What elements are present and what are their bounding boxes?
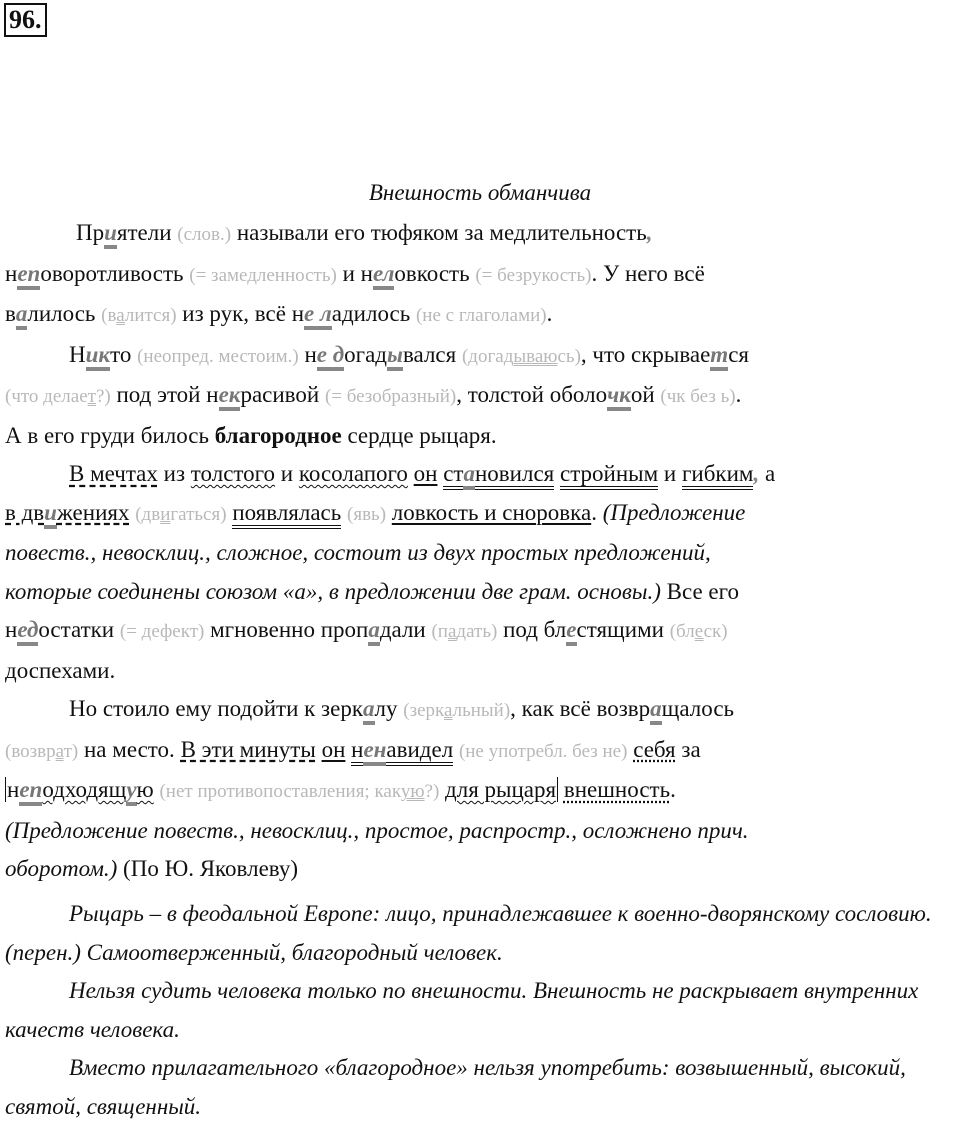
attribute: косолапого — [298, 461, 408, 486]
paragraph-4 — [5, 690, 955, 889]
hint-stressed-letter: т — [87, 386, 96, 407]
text-run: расивой — [240, 382, 325, 407]
text-run: (бл — [669, 621, 695, 642]
paragraph-3 — [5, 455, 955, 690]
highlighted-letters: и — [104, 220, 117, 249]
highlighted-letters: ы — [387, 342, 403, 371]
highlighted-letters: ел — [373, 261, 394, 290]
text-run: из рук, всё н — [176, 301, 304, 326]
text-run: дали — [379, 617, 432, 642]
text-run: (дв — [135, 503, 161, 525]
text-run: щалось — [661, 696, 735, 721]
highlighted-letters: е — [566, 617, 576, 646]
text-run: , что скрывае — [580, 341, 711, 367]
paragraph-1 — [5, 214, 955, 336]
predicate: н — [351, 737, 363, 766]
text-run: (нет противопоставления; как — [159, 781, 401, 802]
hint-stressed-letter: а — [447, 621, 457, 642]
spelling-hint: (явь) — [347, 503, 387, 525]
text-run: (возвр — [5, 740, 56, 762]
notes-block — [5, 895, 955, 1126]
spelling-hint: (= замедленность) — [189, 264, 337, 286]
sentence-analysis: (Предложение — [602, 499, 746, 525]
highlighted-letters: у — [126, 777, 136, 806]
highlighted-letters: т — [710, 342, 728, 371]
sentence-analysis: повеств., невосклиц., сложное, состоит из двух простых предложений, — [5, 540, 711, 565]
object: себя — [633, 736, 676, 762]
text-run: А в его груди билось — [5, 422, 215, 448]
hint-stressed-letter: ую — [400, 781, 425, 802]
text-run: и — [275, 461, 299, 486]
hint-stressed-letter: а — [55, 740, 64, 762]
hint-stressed-letter: а — [116, 305, 125, 326]
adverbial: В эти минуты — [180, 736, 316, 762]
note-synonyms: Вместо прилагательного «благородное» нельзя употребить: возвышенный, высокий, святой, священный. — [5, 1055, 906, 1119]
text-run: под этой н — [110, 382, 219, 407]
text-run: и н — [336, 260, 373, 286]
text-run: остатки — [38, 617, 120, 642]
sentence-analysis: оборотом.) — [5, 856, 118, 881]
exercise-number: 96. — [4, 3, 47, 37]
text-run: называли его тюфяком за медлительность — [231, 220, 647, 245]
attribute: одходящ — [42, 777, 127, 802]
text-run: лилось — [27, 301, 102, 326]
spelling-hint: (не с глаголами) — [415, 305, 547, 326]
text-run: . — [735, 382, 742, 407]
spelling-hint: (= безобразный) — [324, 386, 457, 407]
highlighted-letters: и — [44, 500, 57, 529]
hint-stressed-letter: и — [160, 503, 171, 525]
text-run: (По Ю. Яковлеву) — [117, 856, 299, 881]
subject: он — [413, 461, 438, 486]
text-run: н — [7, 777, 20, 802]
hint-stressed-letter: е — [694, 621, 704, 642]
text-run: овкость — [394, 260, 476, 286]
hint-stressed-letter: ываю — [513, 345, 558, 367]
text-run: (догад — [461, 345, 514, 367]
hint-stressed-letter: а — [443, 700, 453, 721]
subject: он — [321, 736, 346, 762]
highlighted-letters: еп — [19, 777, 42, 806]
note-definition: Рыцарь – в феодальной Европе: лицо, принадлежавшее к военно-дворянскому сословию. (перен.) Самоотверженный, благородный человек. — [5, 901, 932, 965]
text-run: , толстой оболо — [456, 382, 608, 407]
text-run: н — [5, 617, 18, 642]
spelling-hint: (= безрукость) — [475, 264, 592, 286]
highlighted-letters: а — [368, 617, 380, 646]
marked-comma: , — [753, 461, 760, 486]
predicate: новился — [475, 461, 554, 490]
text-run: (в — [101, 305, 117, 326]
text-run: вался — [402, 341, 462, 367]
sentence-analysis: которые соединены союзом «а», в предложении две грам. основы.) — [5, 578, 661, 604]
predicate: появлялась — [232, 500, 341, 529]
predicate: стройным — [560, 461, 658, 490]
text-run: из — [157, 461, 191, 486]
text-run: льный) — [452, 700, 511, 721]
text-run: ск) — [703, 621, 728, 642]
attribute: ю — [136, 777, 154, 802]
object: внешность — [563, 777, 671, 802]
text-run: стящими — [576, 617, 670, 642]
text-run: оворотливость — [40, 260, 190, 286]
text-run: (что делае — [5, 386, 88, 407]
text-run: адилось — [331, 301, 416, 326]
predicate: авидел — [386, 737, 453, 766]
text-run: , как всё возвр — [510, 696, 651, 721]
text-run: дать) — [456, 621, 498, 642]
paragraph-2 — [5, 336, 955, 456]
text-run: (зерк — [403, 700, 444, 721]
highlighted-letters: еп — [17, 261, 40, 290]
text-run: огад — [344, 341, 388, 367]
text-run: н — [5, 260, 18, 286]
text-run: то — [110, 341, 138, 367]
text-run: ся — [728, 341, 749, 367]
text-run: гаться) — [170, 503, 227, 525]
sentence-analysis: (Предложение повеств., невосклиц., простое, распростр., осложнено прич. — [5, 817, 749, 843]
text-title: Внешность обманчива — [368, 180, 592, 205]
adverbial: в дв — [5, 499, 45, 525]
text-run: ятели — [116, 220, 178, 245]
highlighted-letters: а — [650, 696, 662, 725]
text-run: ?) — [95, 386, 111, 407]
text-body — [5, 214, 955, 889]
highlighted-letters: ен — [363, 737, 386, 766]
spelling-hint: (слов.) — [177, 224, 232, 245]
text-run: под бл — [497, 617, 567, 642]
note-main-idea: Нельзя судить человека только по внешности. Внешность не раскрывает внутренних качеств человека. — [5, 978, 919, 1042]
text-run: Все его — [660, 578, 739, 604]
spelling-hint: (= дефект) — [119, 621, 205, 642]
adverbial: В мечтах — [69, 461, 158, 486]
highlighted-letters: а — [363, 696, 375, 725]
text-run: . — [546, 301, 553, 326]
text-run: на место. — [78, 736, 181, 762]
adverbial: жениях — [56, 499, 130, 525]
spelling-hint: (чк без ь) — [660, 386, 736, 407]
text-run: (п — [431, 621, 448, 642]
text-run: доспехами. — [5, 657, 116, 683]
text-run: ?) — [424, 781, 440, 802]
spelling-hint: (не употребл. без не) — [458, 740, 628, 762]
highlighted-letters: е д — [317, 342, 344, 371]
spelling-hint: (неопред. местоим.) — [137, 345, 299, 367]
text-run: за — [675, 736, 701, 762]
text-run: и — [658, 461, 682, 486]
text-run: сердце рыцаря. — [341, 422, 497, 448]
text-run: лу — [374, 696, 404, 721]
predicate: ст — [443, 461, 463, 490]
highlighted-letters: е л — [304, 301, 332, 330]
text-run: . — [670, 777, 676, 802]
text-run: . У него всё — [591, 260, 705, 286]
bold-word: благородное — [214, 422, 342, 448]
attribute: для рыцаря — [445, 777, 557, 802]
attribute: толстого — [190, 461, 276, 486]
text-run: Но стоило ему подойти к зерк — [69, 696, 364, 721]
text-run: а — [759, 461, 776, 486]
text-run: ой — [630, 382, 661, 407]
highlighted-letters: ед — [17, 617, 38, 646]
text-run: мгновенно проп — [204, 617, 369, 642]
highlighted-letters: ик — [86, 342, 110, 371]
text-run: . — [591, 499, 603, 525]
highlighted-letters: чк — [607, 382, 631, 411]
text-run: Н — [69, 341, 86, 367]
text-run: т) — [63, 740, 79, 762]
text-run: н — [298, 341, 317, 367]
highlighted-letters: ек — [219, 382, 241, 411]
text-run: Пр — [76, 220, 105, 245]
subject: ловкость и сноровка — [391, 499, 592, 525]
text-run: сь) — [557, 345, 581, 367]
marked-comma: , — [646, 220, 653, 245]
text-run: в — [5, 301, 16, 326]
highlighted-letters: а — [16, 301, 28, 330]
highlighted-letters: а — [463, 461, 475, 490]
predicate: гибким — [682, 461, 753, 490]
text-run: лится) — [124, 305, 177, 326]
